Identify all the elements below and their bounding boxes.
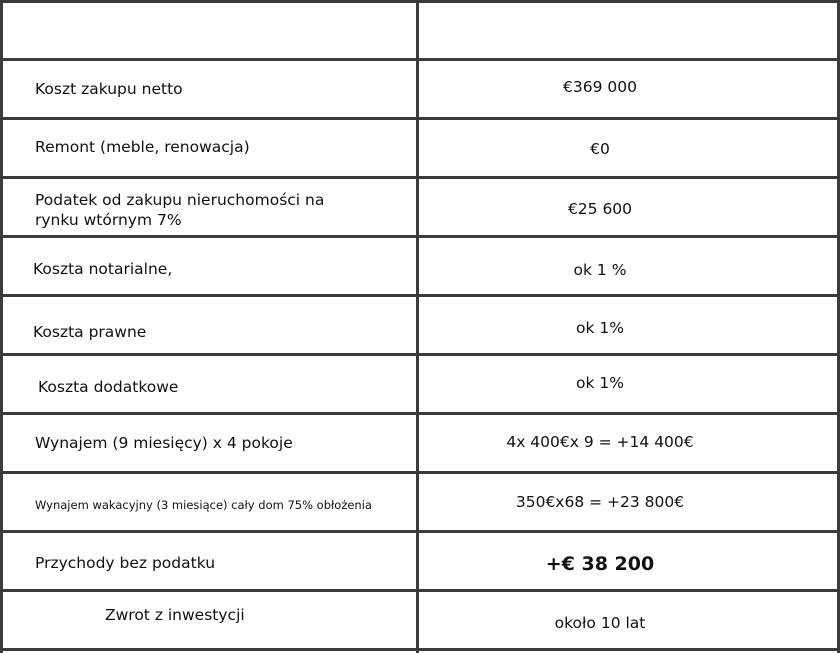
table-border-line <box>0 176 840 179</box>
row-label: Koszta dodatkowe <box>38 378 179 396</box>
row-value: ok 1 % <box>573 261 627 279</box>
row-label: Wynajem wakacyjny (3 miesiące) cały dom 75% obłożenia <box>35 498 372 512</box>
row-label: Koszta notarialne, <box>33 260 173 278</box>
table-border-line <box>0 412 840 415</box>
row-label: Koszta prawne <box>33 323 147 341</box>
table-border-line <box>0 294 840 297</box>
table-border-line <box>0 235 840 238</box>
row-label: Koszt zakupu netto <box>35 80 183 98</box>
table-border-line <box>416 0 419 653</box>
table-border-line <box>0 648 840 651</box>
row-value: 4x 400€x 9 = +14 400€ <box>506 433 694 451</box>
table-border-line <box>0 58 840 61</box>
row-value: około 10 lat <box>554 614 646 632</box>
table-border-line <box>0 353 840 356</box>
row-label: Remont (meble, renowacja) <box>35 138 250 156</box>
table-border-line <box>0 589 840 592</box>
row-value-total: +€ 38 200 <box>545 553 655 575</box>
row-value: €0 <box>590 140 610 158</box>
table-border-line <box>0 0 3 653</box>
row-label: Wynajem (9 miesięcy) x 4 pokoje <box>35 434 293 452</box>
table-border-line <box>0 0 840 3</box>
row-label: Podatek od zakupu nieruchomości na <box>35 191 325 209</box>
row-value: €369 000 <box>563 78 637 96</box>
row-label-line2: rynku wtórnym 7% <box>35 211 182 229</box>
table-border-line <box>0 530 840 533</box>
row-value: ok 1% <box>576 374 624 392</box>
row-value: ok 1% <box>576 319 624 337</box>
table-border-line <box>0 471 840 474</box>
row-value: €25 600 <box>567 200 633 218</box>
row-label: Zwrot z inwestycji <box>105 606 245 624</box>
table-border-line <box>0 117 840 120</box>
row-label: Przychody bez podatku <box>35 554 216 572</box>
row-value: 350€x68 = +23 800€ <box>515 493 685 511</box>
